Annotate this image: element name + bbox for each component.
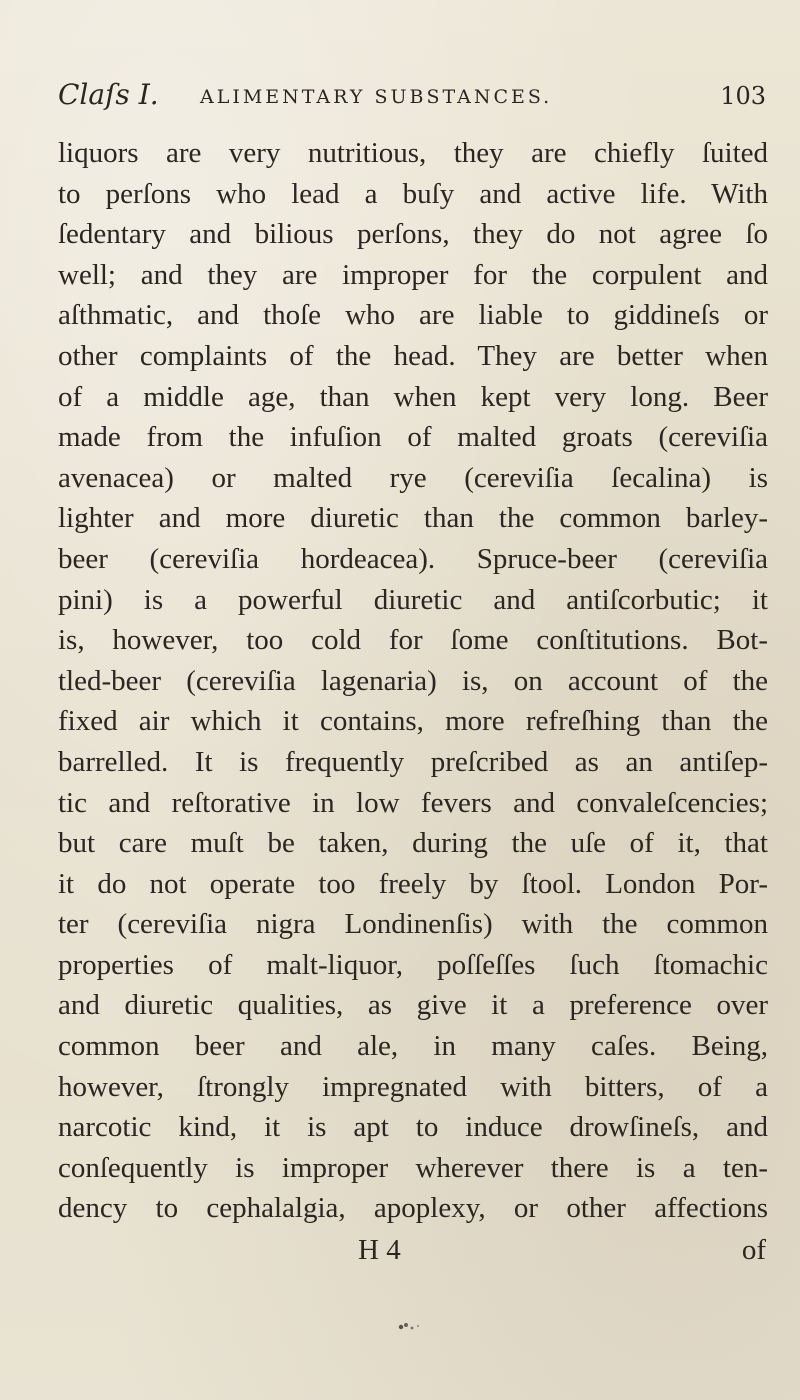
text-line: but care muſt be taken, during the uſe of it, that <box>58 827 768 860</box>
signature-mark: H 4 <box>358 1234 401 1266</box>
text-line: however, ſtrongly impregnated with bitters, of a <box>58 1070 768 1103</box>
text-line: of a middle age, than when kept very long. Beer <box>58 380 768 413</box>
text-line: ter (cereviſia nigra Londinenſis) with the common <box>58 908 768 941</box>
text-line: and diuretic qualities, as give it a preference over <box>58 989 768 1022</box>
text-line: barrelled. It is frequently preſcribed as an antiſep- <box>58 745 768 778</box>
text-line: avenacea) or malted rye (cereviſia ſecalina) is <box>58 461 768 494</box>
catchword: of <box>741 1234 766 1266</box>
text-line: narcotic kind, it is apt to induce drowſineſs, and <box>58 1111 768 1144</box>
text-line: well; and they are improper for the corpulent and <box>58 258 768 291</box>
text-line: beer (cereviſia hordeacea). Spruce-beer (cereviſia <box>58 542 768 575</box>
text-line: properties of malt-liquor, poſſeſſes ſuch ſtomachic <box>58 948 768 981</box>
text-line: other complaints of the head. They are better when <box>58 339 768 372</box>
text-line: dency to cephalalgia, apoplexy, or other affections <box>58 1192 768 1225</box>
text-line: common beer and ale, in many caſes. Being, <box>58 1030 768 1063</box>
text-line: lighter and more diuretic than the common barley- <box>58 502 768 535</box>
text-line: conſequently is improper wherever there is a ten- <box>58 1151 768 1184</box>
text-line: ſedentary and bilious perſons, they do not agree ſo <box>58 218 768 251</box>
text-line: it do not operate too freely by ſtool. London Por- <box>58 867 768 900</box>
text-line: is, however, too cold for ſome conſtitutions. Bot- <box>58 624 768 657</box>
ink-smudge <box>395 1318 429 1336</box>
text-line: liquors are very nutritious, they are chiefly ſuited <box>58 137 768 169</box>
text-line: tic and reſtorative in low fevers and convaleſcencies; <box>58 786 768 819</box>
page-number: 103 <box>720 82 766 110</box>
text-line: tled-beer (cereviſia lagenaria) is, on account of the <box>58 664 768 697</box>
body-text <box>58 133 768 1229</box>
running-header <box>58 78 766 118</box>
text-line: pini) is a powerful diuretic and antiſcorbutic; it <box>58 583 768 616</box>
text-line: fixed air which it contains, more refreſhing than the <box>58 705 768 738</box>
class-label: Claſs I. <box>58 78 159 111</box>
running-title: ALIMENTARY SUBSTANCES. <box>200 86 553 108</box>
page-footer <box>58 1234 768 1270</box>
text-line: made from the infuſion of malted groats (cereviſia <box>58 421 768 454</box>
text-line: to perſons who lead a buſy and active life. With <box>58 177 768 210</box>
text-line: aſthmatic, and thoſe who are liable to giddineſs or <box>58 299 768 332</box>
